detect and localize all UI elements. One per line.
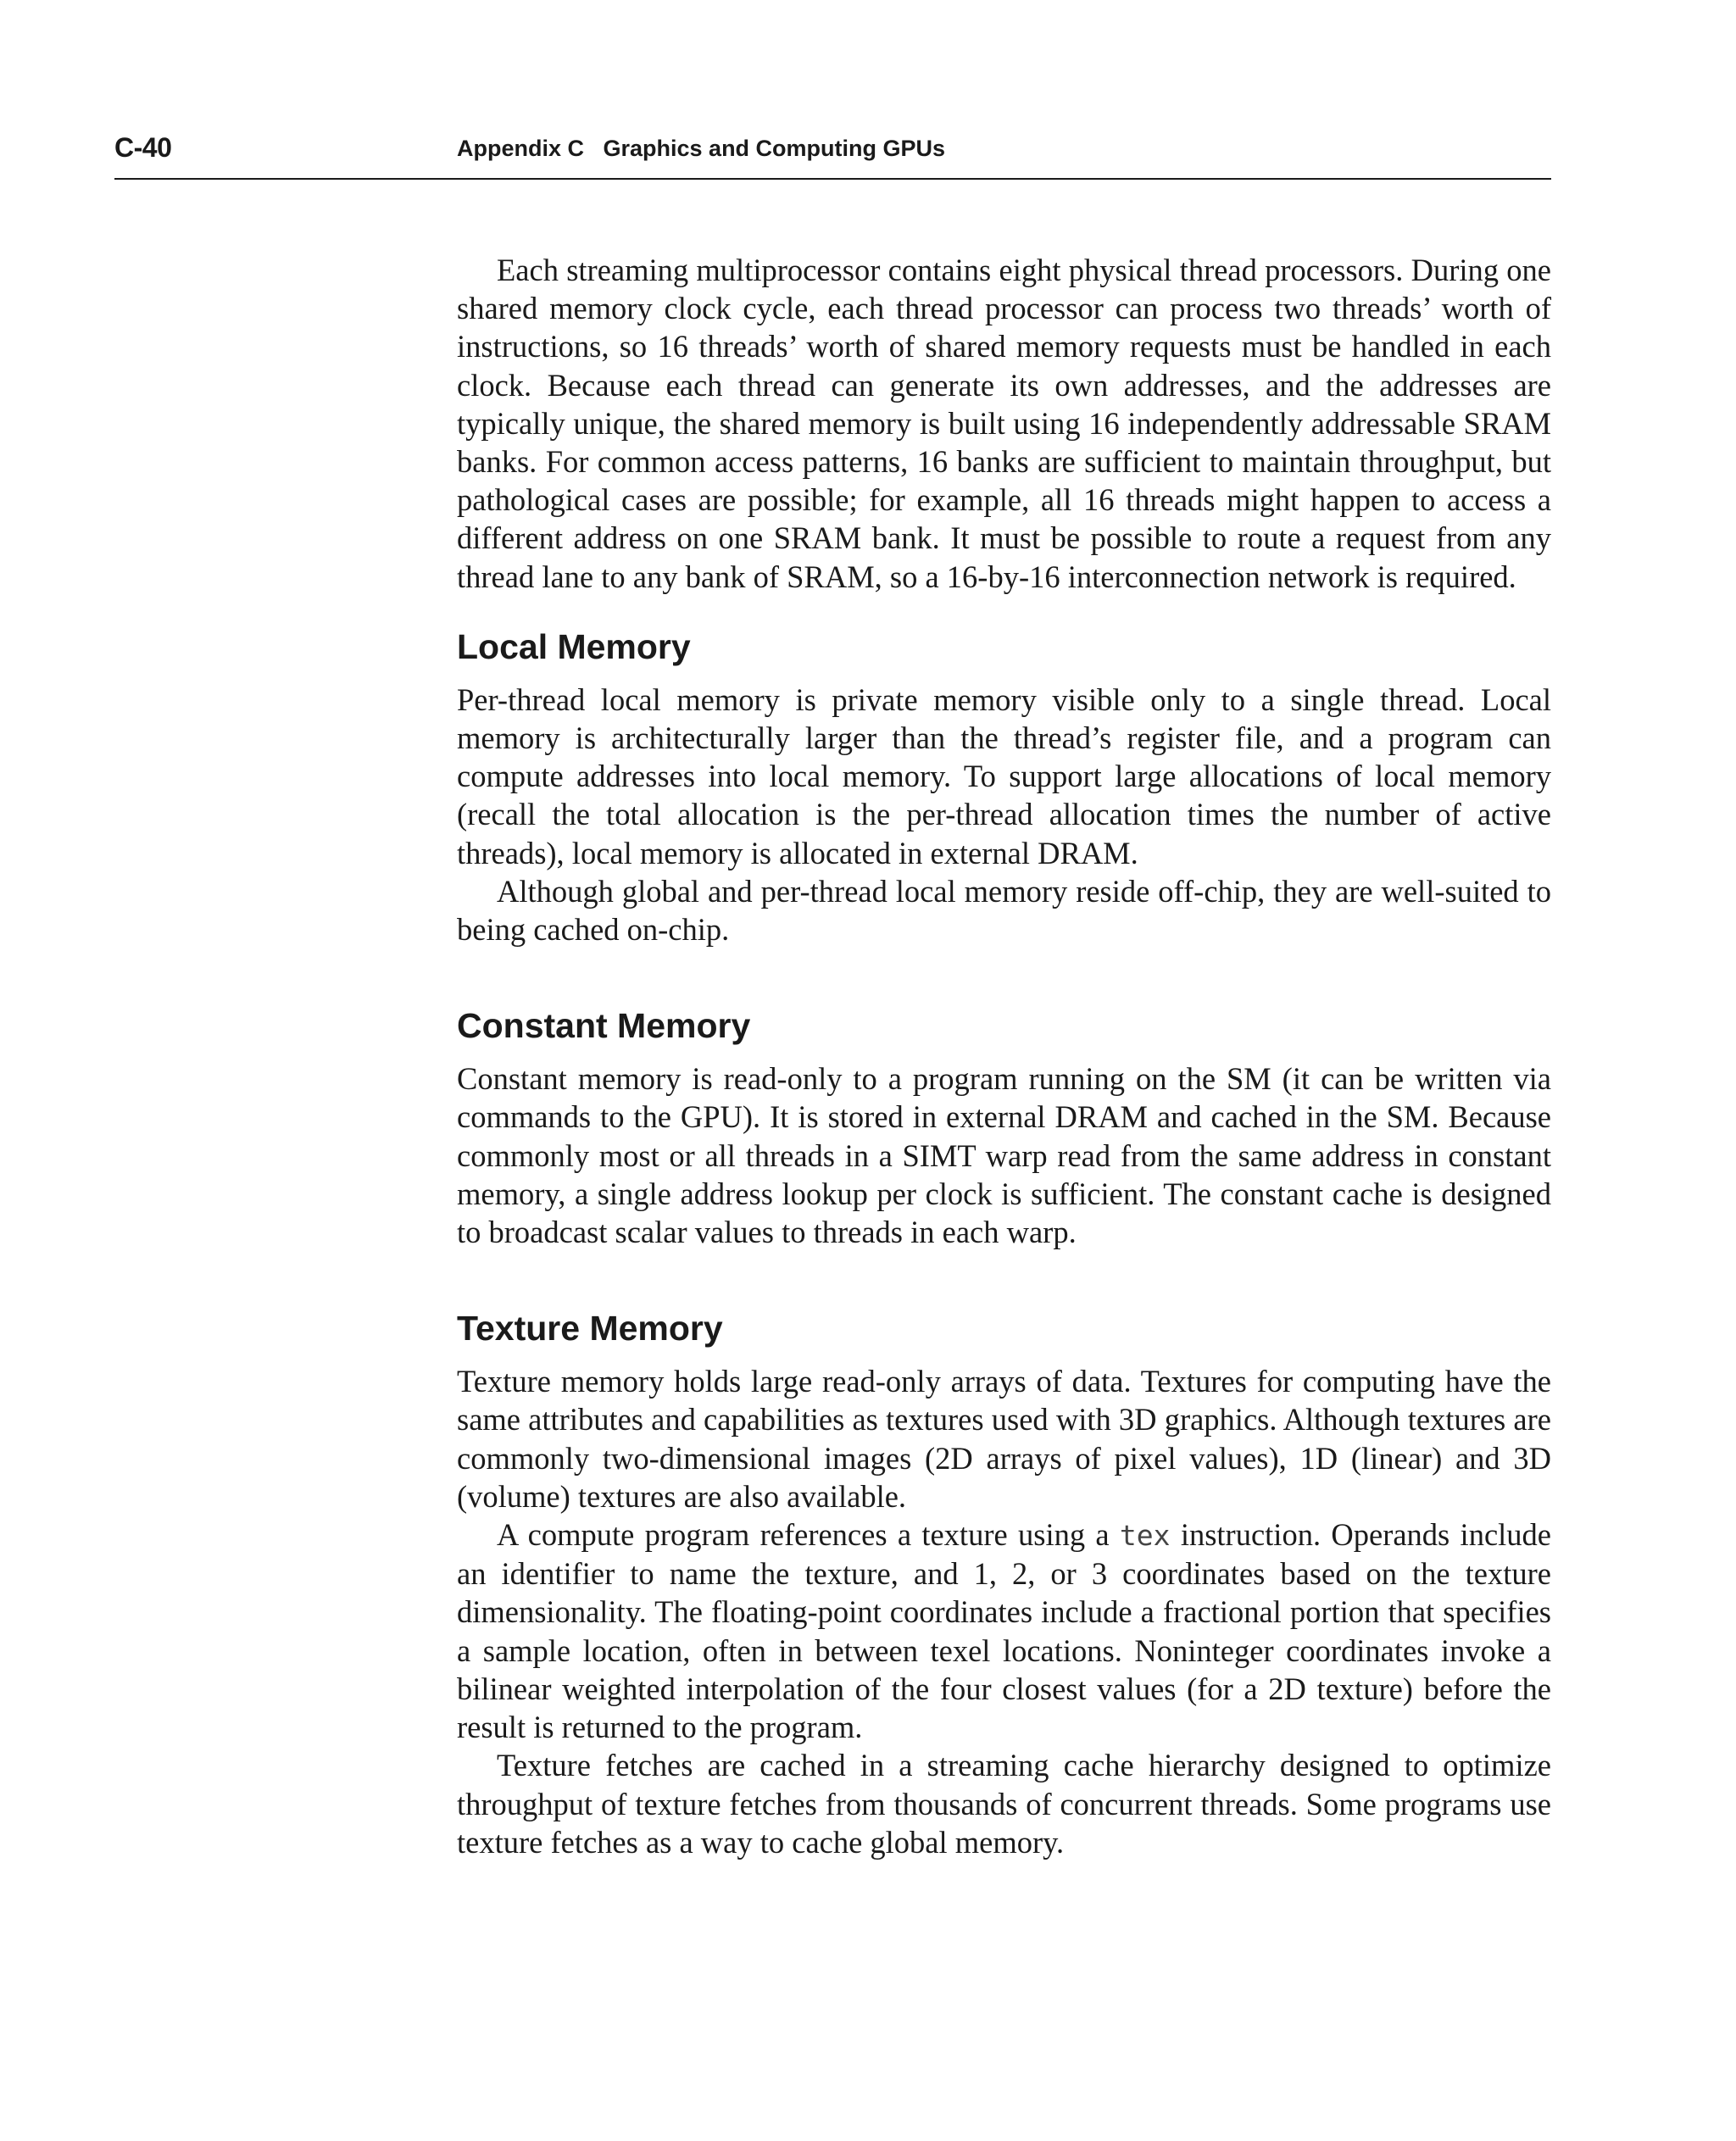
texture-p2-start: A compute program references a texture using a (497, 1517, 1120, 1553)
texture-memory-paragraph-3: Texture fetches are cached in a streaming cache hierarchy designed to optimize throughput of texture fetches from thousands of concurrent threads. Some programs use texture fetches as a way to cache global memory. (457, 1748, 1551, 1860)
texture-p2-end: instruction. Operands include an identifier to name the texture, and 1, 2, or 3 coordinates based on the texture dimensionality. The floating-point coordinates include a fractional portion that specifies a sample location, often in between texel locations. Noninteger coordinates invoke a bilinear weighted interpolation of the four closest values (for a 2D texture) before the result is returned to the program. (457, 1517, 1551, 1745)
section-heading-constant-memory: Constant Memory (457, 1006, 751, 1046)
section-heading-local-memory: Local Memory (457, 626, 691, 666)
constant-memory-paragraph: Constant memory is read-only to a program running on the SM (it can be written via commands to the GPU). It is stored in external DRAM and cached in the SM. Because commonly most or all threads in a SIMT warp read from the same address in constant memory, a single address lookup per clock is sufficient. The constant cache is designed to broadcast scalar values to threads in each warp. (457, 1061, 1551, 1250)
running-title: Appendix C Graphics and Computing GPUs (457, 136, 946, 161)
local-memory-paragraph-1: Per-thread local memory is private memory visible only to a single thread. Local memory is architecturally larger than the thread’s register file, and a program can compute addresses into local memory. To support large allocations of local memory (recall the total allocation is the per-thread allocation times the number of active threads), local memory is allocated in external DRAM. (457, 681, 1551, 870)
running-head (114, 127, 1551, 180)
texture-memory-paragraph-2 (457, 1515, 1551, 1746)
page-number: C-40 (114, 132, 172, 163)
page-body (457, 251, 1551, 1861)
intro-paragraph: Each streaming multiprocessor contains eight physical thread processors. During one shared memory clock cycle, each thread processor can process two threads’ worth of instructions, so 16 threads’ worth of shared memory requests must be handled in each clock. Because each thread can generate its own addresses, and the addresses are typically unique, the shared memory is built using 16 independently addressable SRAM banks. For common access patterns, 16 banks are sufficient to maintain throughput, but pathological cases are possible; for example, all 16 threads might happen to access a different address on one SRAM bank. It must be possible to route a request from any thread lane to any bank of SRAM, so a 16-by-16 interconnection network is required. (457, 253, 1551, 594)
texture-memory-paragraph-1: Texture memory holds large read-only arrays of data. Textures for computing have the same attributes and capabilities as textures used with 3D graphics. Although textures are commonly two-dimensional images (2D arrays of pixel values), 1D (linear) and 3D (volume) textures are also available. (457, 1364, 1551, 1514)
local-memory-paragraph-2: Although global and per-thread local memory reside off-chip, they are well-suited to being cached on-chip. (457, 873, 1551, 948)
tex-instruction-code: tex (1119, 1519, 1171, 1553)
section-heading-texture-memory: Texture Memory (457, 1309, 723, 1349)
